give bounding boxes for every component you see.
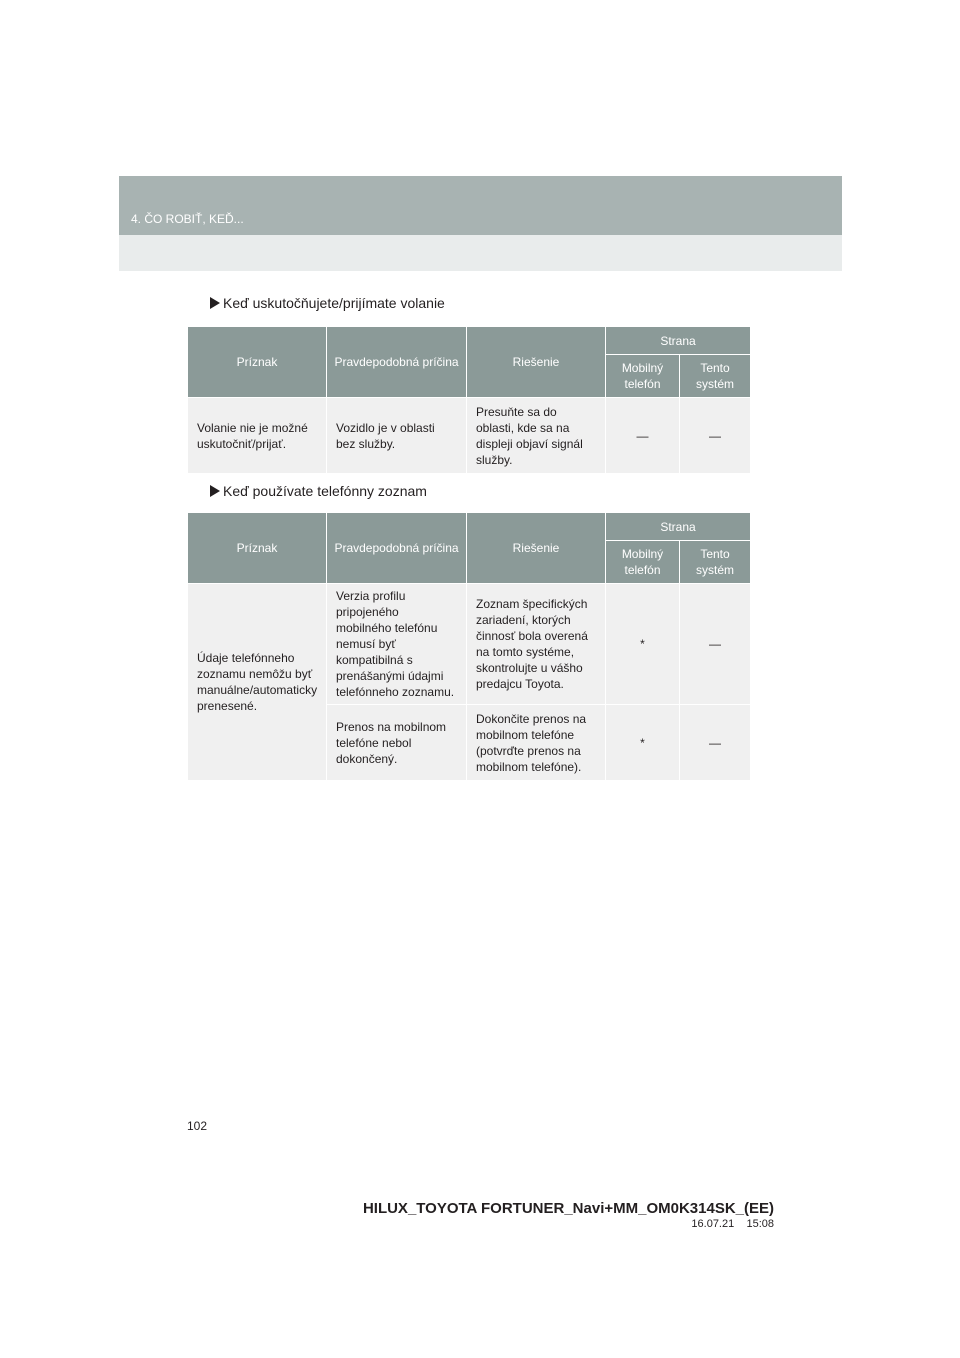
- footer-time: 15:08: [746, 1218, 774, 1230]
- col-cause: Pravdepodobná príčina: [327, 327, 467, 398]
- mobile-cell: *: [606, 705, 680, 781]
- solution-cell: Presuňte sa do oblasti, kde sa na displeji objaví signál služby.: [467, 398, 606, 474]
- system-cell: —: [680, 705, 751, 781]
- symptom-cell: Volanie nie je možné uskutočniť/prijať.: [188, 398, 327, 474]
- system-cell: —: [680, 398, 751, 474]
- col-system: Tento systém: [680, 355, 751, 398]
- chapter-title: 4. ČO ROBIŤ, KEĎ...: [131, 212, 244, 226]
- section-title: Keď uskutočňujete/prijímate volanie: [223, 295, 445, 311]
- footer-title: HILUX_TOYOTA FORTUNER_Navi+MM_OM0K314SK_(EE): [362, 1200, 774, 1217]
- col-cause: Pravdepodobná príčina: [327, 513, 467, 584]
- footer-date: 16.07.21: [691, 1218, 735, 1230]
- cause-cell: Prenos na mobilnom telefóne nebol dokončený.: [327, 705, 467, 781]
- triangle-bullet-icon: [210, 297, 220, 309]
- header-band: [119, 176, 842, 235]
- mobile-cell: *: [606, 584, 680, 705]
- triangle-bullet-icon: [210, 485, 220, 497]
- col-page: Strana: [606, 513, 751, 541]
- col-mobile: Mobilný telefón: [606, 541, 680, 584]
- col-solution: Riešenie: [467, 327, 606, 398]
- solution-cell: Dokončite prenos na mobilnom telefóne (potvrďte prenos na mobilnom telefóne).: [467, 705, 606, 781]
- col-symptom: Príznak: [188, 513, 327, 584]
- col-system: Tento systém: [680, 541, 751, 584]
- phonebook-table: [187, 512, 751, 781]
- system-cell: —: [680, 584, 751, 705]
- section-heading-phonebook: [210, 483, 427, 499]
- cause-cell: Verzia profilu pripojeného mobilného telefónu nemusí byť kompatibilná s prenášanými údajmi telefónneho zoznamu.: [327, 584, 467, 705]
- table-row: [188, 398, 751, 474]
- solution-cell: Zoznam špecifických zariadení, ktorých činnosť bola overená na tomto systéme, skontrolujte u vášho predajcu Toyota.: [467, 584, 606, 705]
- calls-table: [187, 326, 751, 474]
- footer: [363, 1200, 774, 1230]
- col-mobile: Mobilný telefón: [606, 355, 680, 398]
- section-heading-calls: [210, 295, 445, 311]
- cause-cell: Vozidlo je v oblasti bez služby.: [327, 398, 467, 474]
- section-title: Keď používate telefónny zoznam: [223, 483, 427, 499]
- symptom-cell: Údaje telefónneho zoznamu nemôžu byť manuálne/automaticky prenesené.: [188, 584, 327, 781]
- col-symptom: Príznak: [188, 327, 327, 398]
- mobile-cell: —: [606, 398, 680, 474]
- col-page: Strana: [606, 327, 751, 355]
- table-row: [188, 584, 751, 705]
- page-number: 102: [187, 1119, 208, 1133]
- col-solution: Riešenie: [467, 513, 606, 584]
- header-subband: [119, 235, 842, 271]
